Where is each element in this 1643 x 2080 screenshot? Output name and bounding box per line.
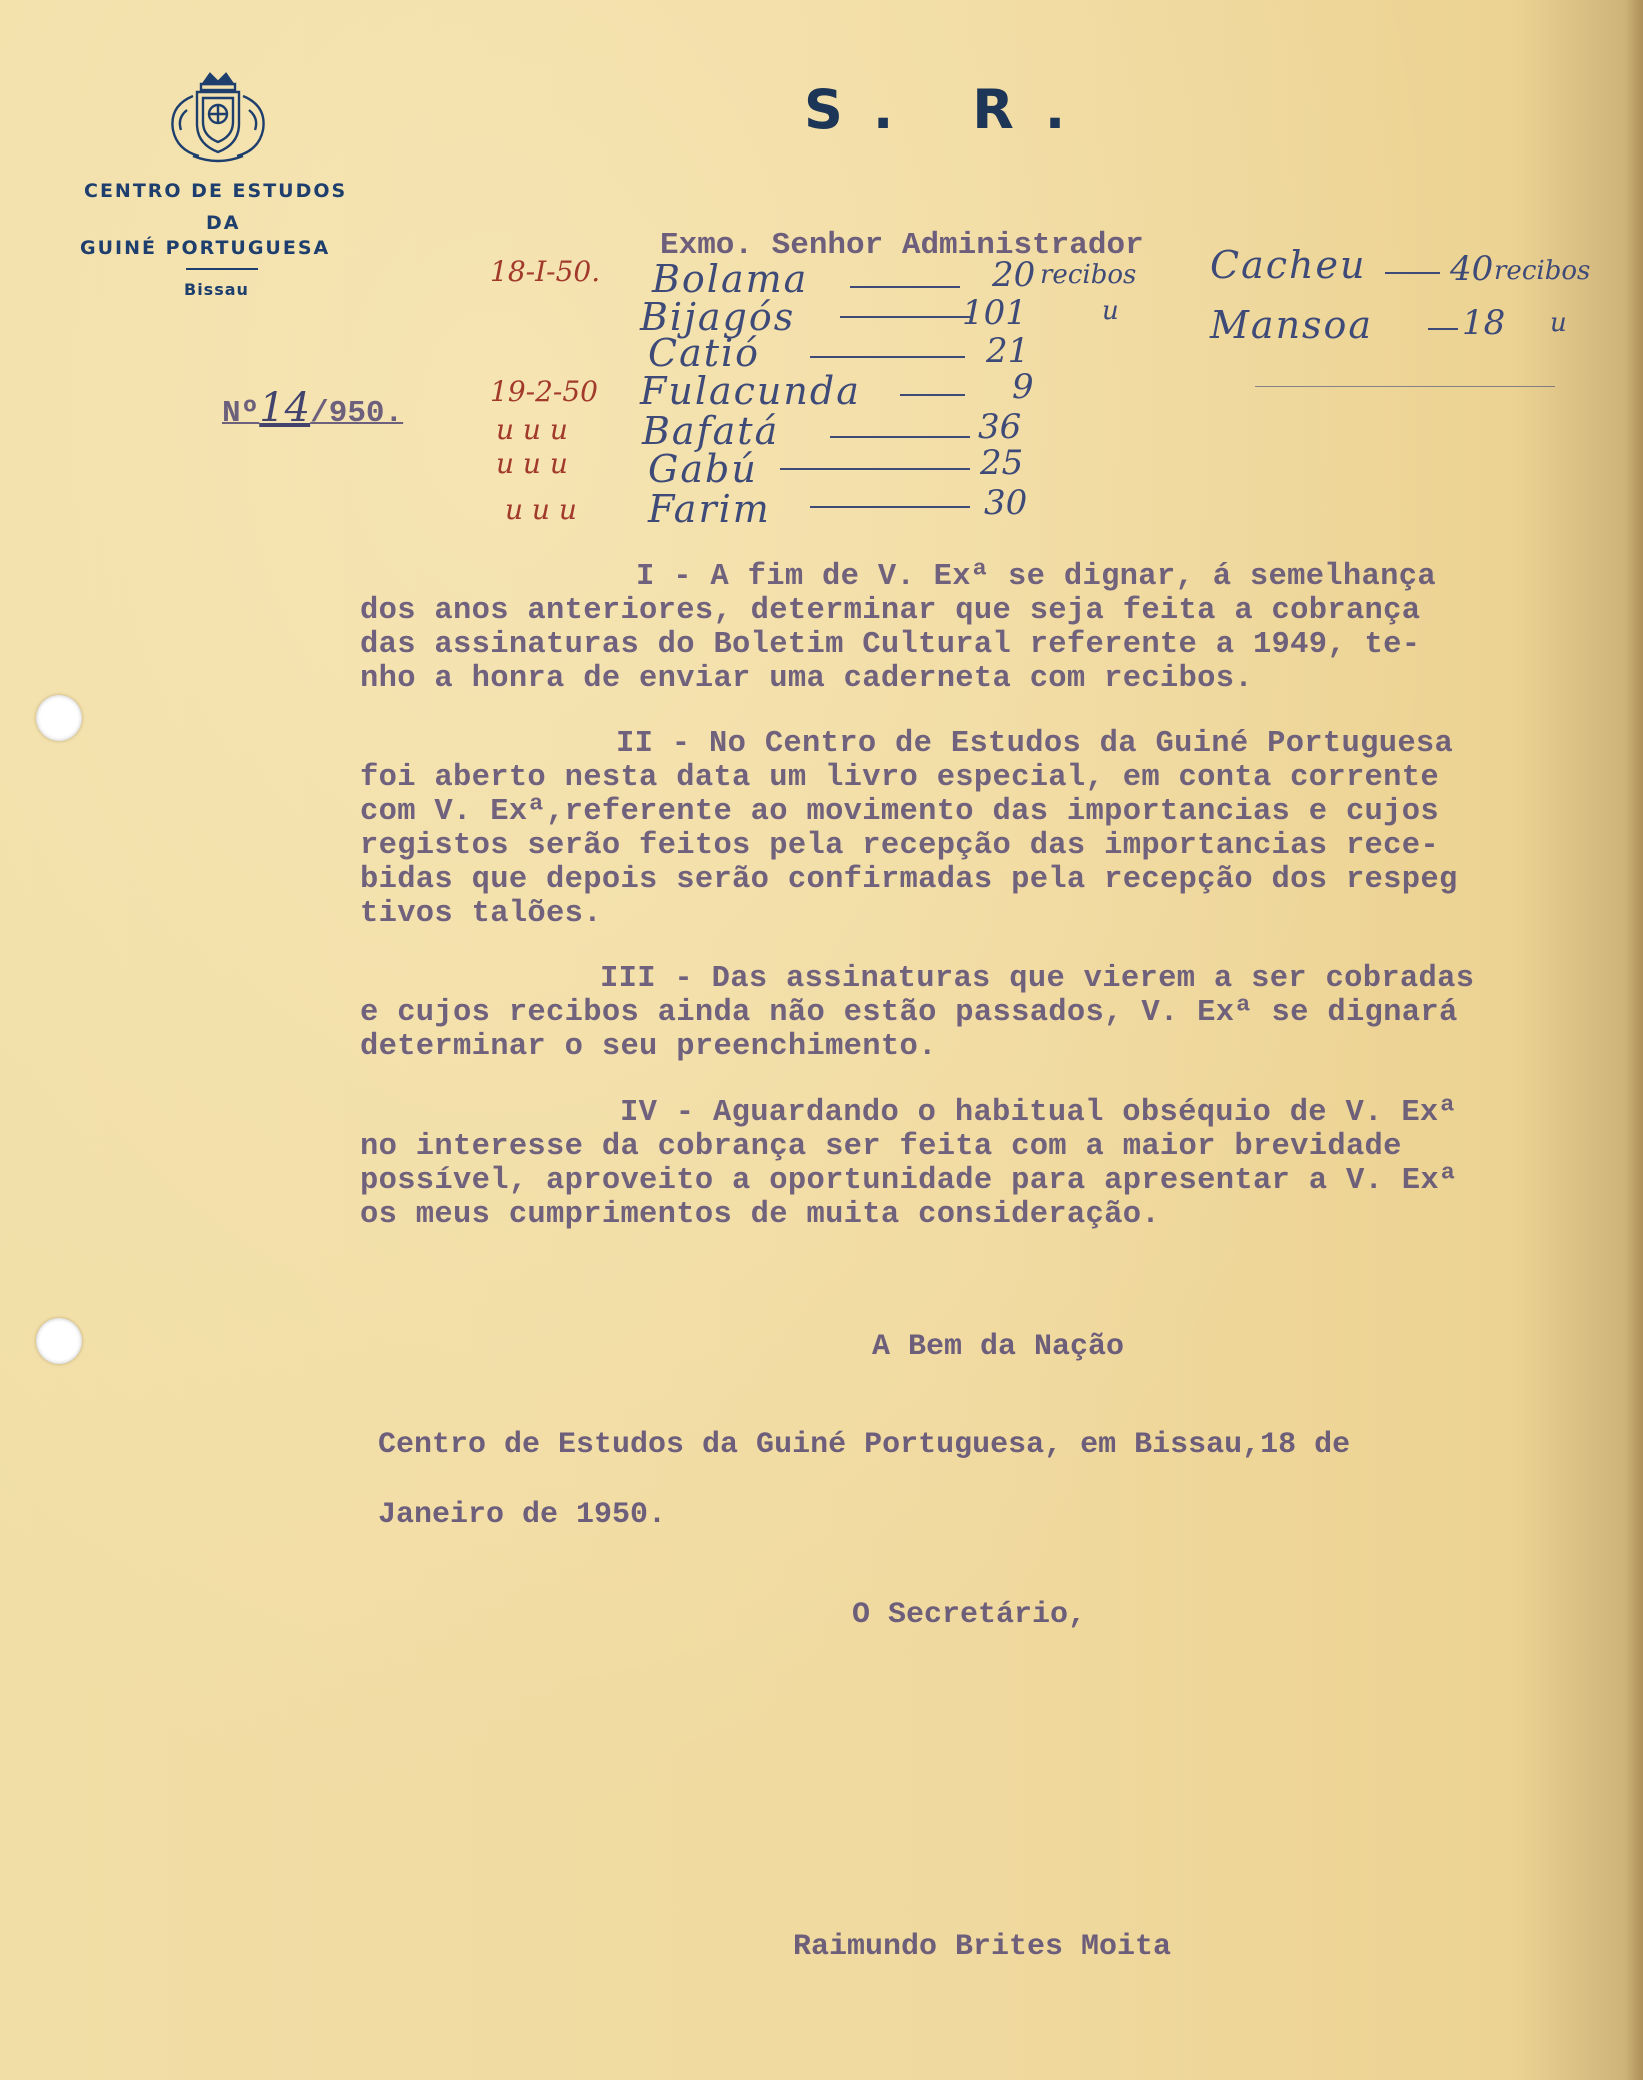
classification-mark: S. R. — [804, 78, 1096, 141]
note-date: 19-2-50 — [490, 375, 598, 408]
note-date: u u u — [496, 447, 568, 480]
body-line: II - No Centro de Estudos da Guiné Portuguesa — [616, 727, 1454, 761]
body-line: e cujos recibos ainda não estão passados, V. Exª se dignará — [360, 996, 1458, 1030]
signatory-title: O Secretário, — [852, 1598, 1087, 1632]
punch-hole — [36, 1318, 82, 1364]
note-place: Fulacunda — [640, 369, 861, 413]
note-place: Bijagós — [640, 295, 796, 339]
note-count: 21 — [986, 331, 1030, 371]
note-unit: recibos — [1040, 260, 1137, 290]
note-count: 101 — [962, 293, 1027, 333]
note-count: 30 — [984, 483, 1028, 523]
note-dash — [810, 356, 965, 358]
signatory-name: Raimundo Brites Moita — [793, 1930, 1172, 1964]
body-line: determinar o seu preenchimento. — [360, 1030, 937, 1064]
body-line: os meus cumprimentos de muita consideração. — [360, 1198, 1160, 1232]
coat-of-arms-icon — [163, 66, 273, 166]
side-note-count: 18 — [1462, 303, 1506, 343]
place-date-line2: Janeiro de 1950. — [378, 1498, 667, 1532]
reference-prefix: Nº — [222, 396, 260, 431]
side-note-unit: recibos — [1494, 256, 1591, 286]
side-note-rule — [1255, 386, 1555, 387]
side-note-dash — [1428, 328, 1458, 330]
body-line: nho a honra de enviar uma caderneta com recibos. — [360, 662, 1253, 696]
note-place: Bolama — [652, 257, 809, 301]
note-place: Bafatá — [642, 409, 780, 453]
letterhead-divider — [186, 268, 258, 270]
note-dash — [840, 316, 970, 318]
letterhead-city: Bissau — [184, 280, 249, 299]
place-date-line1: Centro de Estudos da Guiné Portuguesa, em Bissau,18 de — [378, 1428, 1351, 1462]
note-count: 9 — [1012, 367, 1034, 407]
note-place: Farim — [648, 487, 771, 531]
note-date: u u u — [496, 413, 568, 446]
side-note-dash — [1385, 272, 1440, 274]
body-line: dos anos anteriores, determinar que seja feita a cobrança — [360, 594, 1421, 628]
side-note-place: Cacheu — [1210, 243, 1367, 287]
body-line: possível, aproveito a oportunidade para apresentar a V. Exª — [360, 1164, 1458, 1198]
note-dash — [850, 286, 960, 288]
note-place: Gabú — [648, 447, 758, 491]
body-line: com V. Exª,referente ao movimento das importancias e cujos — [360, 795, 1439, 829]
body-line: tivos talões. — [360, 897, 602, 931]
closing-salutation: A Bem da Nação — [872, 1330, 1125, 1364]
letterhead-line1: CENTRO DE ESTUDOS — [84, 180, 348, 202]
note-count: 36 — [978, 407, 1022, 447]
body-line: IV - Aguardando o habitual obséquio de V. Exª — [620, 1096, 1458, 1130]
note-dash — [780, 468, 970, 470]
letterhead-line2: DA — [206, 212, 241, 234]
body-line: I - A fim de V. Exª se dignar, á semelhança — [636, 560, 1436, 594]
reference-handwritten-number: 14 — [259, 385, 311, 431]
body-line: foi aberto nesta data um livro especial, em conta corrente — [360, 761, 1439, 795]
addressee: Exmo. Senhor Administrador — [660, 228, 1144, 263]
letterhead-line3: GUINÉ PORTUGUESA — [80, 237, 331, 259]
body-line: das assinaturas do Boletim Cultural referente a 1949, te- — [360, 628, 1421, 662]
reference-number — [222, 385, 403, 431]
note-dash — [900, 394, 965, 396]
note-unit: u — [1102, 296, 1119, 326]
side-note-count: 40 — [1450, 249, 1494, 289]
note-count: 25 — [980, 443, 1024, 483]
note-dash — [830, 436, 970, 438]
body-line: III - Das assinaturas que vierem a ser cobradas — [600, 962, 1475, 996]
punch-hole — [36, 695, 82, 741]
body-line: registos serão feitos pela recepção das importancias rece- — [360, 829, 1439, 863]
note-place: Catió — [648, 331, 761, 375]
note-date: u u u — [505, 493, 577, 526]
body-line: no interesse da cobrança ser feita com a maior brevidade — [360, 1130, 1402, 1164]
body-line: bidas que depois serão confirmadas pela recepção dos respeg — [360, 863, 1458, 897]
side-note-unit: u — [1550, 308, 1567, 338]
note-count: 20 — [992, 255, 1036, 295]
side-note-place: Mansoa — [1210, 303, 1374, 347]
note-dash — [810, 506, 970, 508]
reference-suffix: /950. — [310, 396, 404, 431]
note-date: 18-I-50. — [490, 255, 601, 288]
